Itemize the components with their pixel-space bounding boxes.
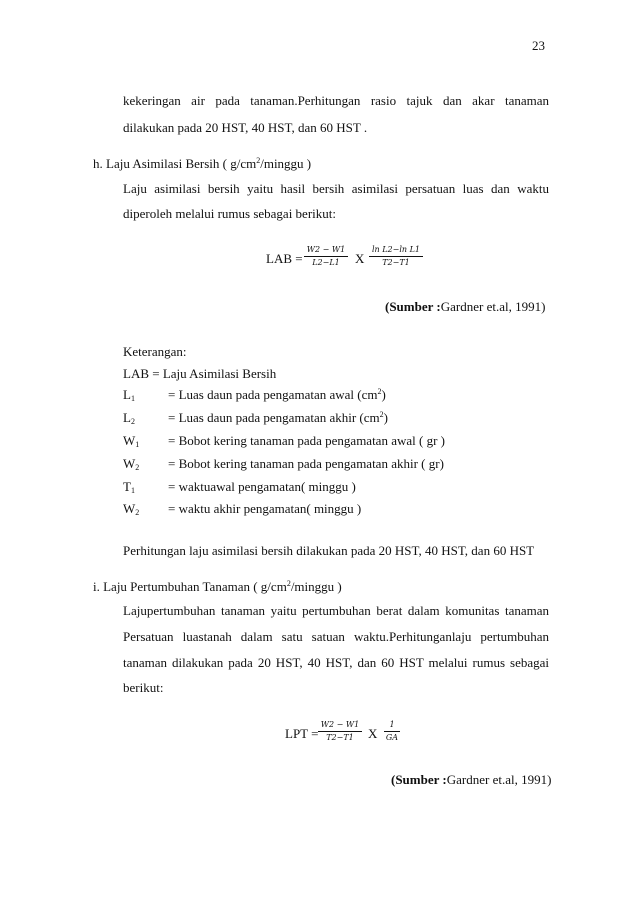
section-i-para-line-3: tanaman dilakukan pada 20 HST, 40 HST, dan 60 HST melalui rumus sebagai [123, 655, 549, 670]
keterangan-title: Keterangan: [123, 344, 187, 359]
lpt-times-sign: X [368, 726, 378, 741]
definition-symbol: $W_1$ [123, 433, 140, 449]
lab-fraction-2 [369, 245, 423, 268]
definition-text: = Luas daun pada pengamatan akhir $(cm^2)$ [168, 410, 388, 425]
section-h-heading: h. Laju Asimilasi Bersih ( $g/cm^2$/minggu ) [93, 156, 312, 171]
intro-line-1: kekeringan air pada tanaman.Perhitungan rasio tajuk dan akar tanaman [123, 93, 549, 108]
lab-formula-lhs: LAB = [266, 251, 303, 266]
definition-text: = Bobot kering tanaman pada pengamatan akhir ( gr) [168, 456, 444, 471]
section-h-closing: Perhitungan laju asimilasi bersih dilakukan pada 20 HST, 40 HST, dan 60 HST [123, 543, 535, 558]
lpt-fraction-2-numerator: 1 [389, 720, 395, 729]
definition-symbol: $L_2$ [123, 410, 135, 426]
definition-l2 [123, 410, 388, 426]
definition-w1 [123, 433, 445, 449]
section-i-para-line-4: berikut: [123, 680, 164, 695]
lab-times-sign: X [355, 251, 365, 266]
lpt-fraction-2-denominator: GA [385, 733, 399, 742]
definition-symbol: LAB [123, 366, 149, 381]
definition-text: = waktu akhir pengamatan( minggu ) [168, 501, 362, 516]
lpt-fraction-1 [318, 720, 362, 743]
definition-text: = Luas daun pada pengamatan awal $(cm^2)$ [168, 387, 386, 402]
lab-fraction-1-denominator: L2−L1 [312, 258, 340, 267]
section-i-heading: i. Laju Pertumbuhan Tanaman ( $g/cm^2$/minggu ) [93, 579, 342, 594]
definition-symbol: $W_2$ [123, 501, 140, 517]
section-i-para-line-2: Persatuan luastanah dalam satu satuan waktu.Perhitunganlaju pertumbuhan [123, 629, 549, 644]
section-h-source: (Sumber :Gardner et.al, 1991) [385, 299, 546, 314]
page-number: 23 [532, 38, 545, 53]
lpt-fraction-1-denominator: T2−T1 [326, 733, 354, 742]
lpt-fraction-2 [384, 720, 400, 743]
definition-t1 [123, 479, 356, 495]
lab-fraction-2-numerator: ln L2−ln L1 [371, 245, 420, 254]
definition-symbol: $T_1$ [123, 479, 135, 495]
lpt-fraction-2-bar [384, 731, 400, 732]
lab-fraction-2-denominator: T2−T1 [382, 258, 410, 267]
section-i-para-line-1: Lajupertumbuhan tanaman yaitu pertumbuhan berat dalam komunitas tanaman [123, 603, 549, 618]
lpt-fraction-1-numerator: W2 − W1 [320, 720, 360, 729]
intro-line-2: dilakukan pada 20 HST, 40 HST, dan 60 HST . [123, 120, 368, 135]
lab-fraction-1-numerator: W2 − W1 [306, 245, 346, 254]
definition-text: = Laju Asimilasi Bersih [152, 366, 277, 381]
definition-symbol: $L_1$ [123, 387, 135, 403]
definition-w2 [123, 456, 444, 472]
definition-text: = waktuawal pengamatan( minggu ) [168, 479, 356, 494]
definition-symbol: $W_2$ [123, 456, 140, 472]
definition-lab [123, 366, 276, 382]
definition-w2-time [123, 501, 361, 517]
lab-fraction-1 [304, 245, 348, 268]
lpt-formula-lhs: LPT = [285, 726, 319, 741]
lpt-fraction-1-bar [318, 731, 362, 732]
lab-fraction-2-bar [369, 256, 423, 257]
section-h-para-line-1: Laju asimilasi bersih yaitu hasil bersih asimilasi persatuan luas dan waktu [123, 181, 549, 196]
definition-text: = Bobot kering tanaman pada pengamatan awal ( gr ) [168, 433, 445, 448]
definition-l1 [123, 387, 386, 403]
section-i-source: (Sumber :Gardner et.al, 1991) [391, 772, 552, 787]
section-h-para-line-2: diperoleh melalui rumus sebagai berikut: [123, 206, 336, 221]
lab-fraction-1-bar [304, 256, 348, 257]
